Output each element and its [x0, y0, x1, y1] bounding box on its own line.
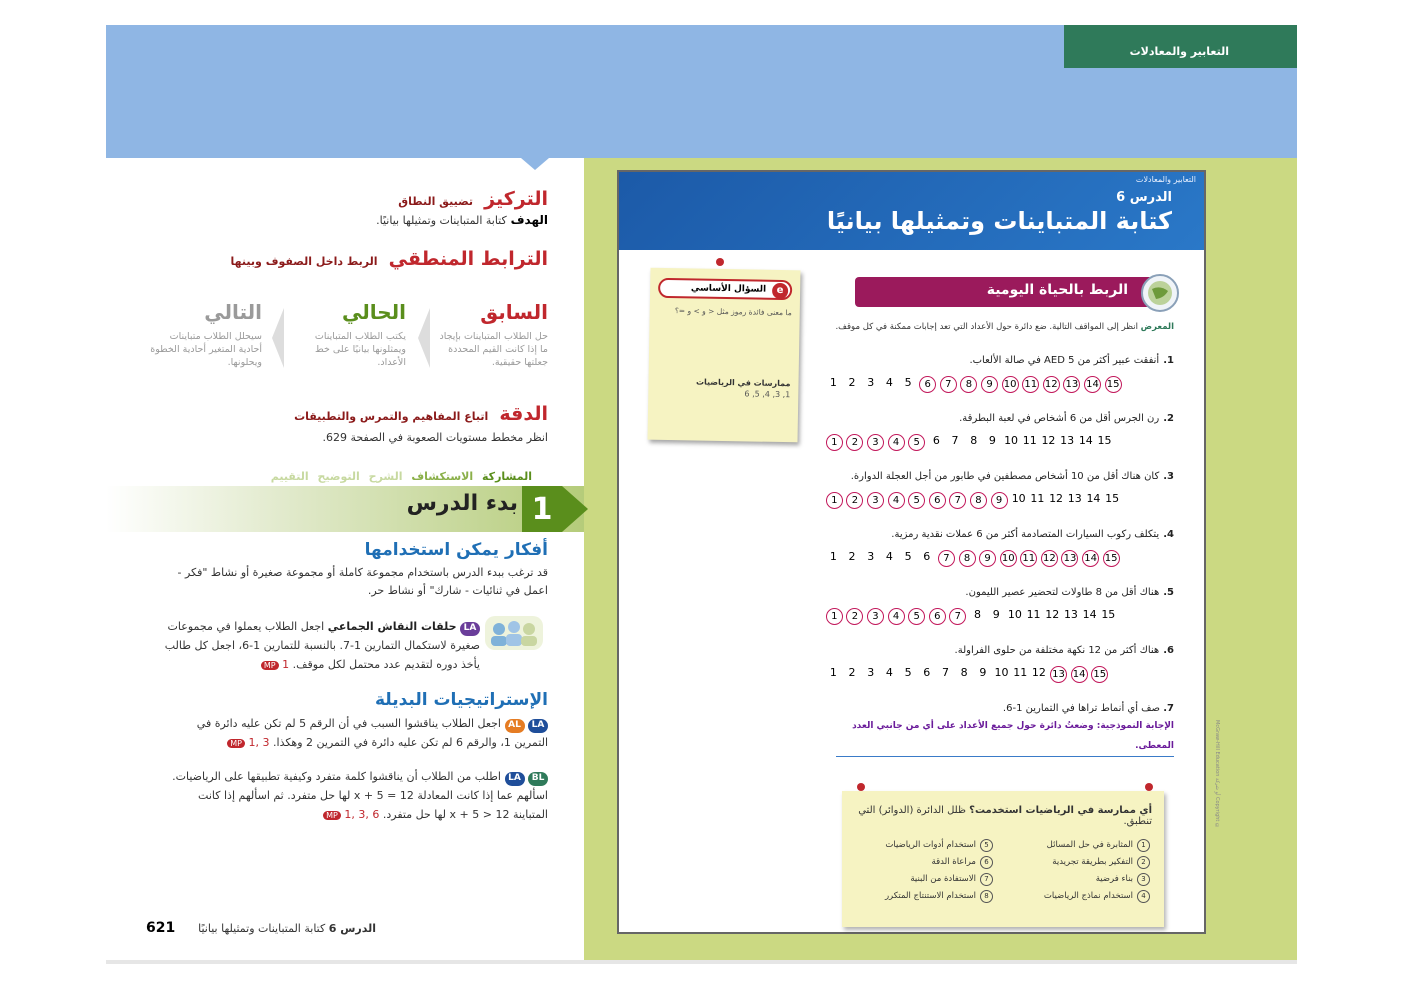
number[interactable]: 2	[848, 666, 856, 679]
circled-number[interactable]: 8	[970, 492, 987, 509]
pin-icon	[716, 258, 724, 266]
circled-number[interactable]: 12	[1041, 550, 1058, 567]
circled-number[interactable]: 4	[888, 492, 905, 509]
number[interactable]: 13	[1067, 492, 1082, 505]
number[interactable]: 11	[1013, 666, 1028, 679]
number[interactable]: 13	[1063, 608, 1078, 621]
phase-explain: الشرح	[368, 470, 403, 483]
circled-number[interactable]: 14	[1071, 666, 1088, 683]
rigor-title: الدقة	[499, 403, 548, 425]
copyright-note: McGraw-Hill Education أو شركة Copyright ©	[1214, 720, 1220, 829]
practice-item[interactable]	[1013, 890, 1150, 903]
practice-label: استخدام نماذج الرياضيات	[1043, 891, 1133, 901]
discussion-section	[160, 617, 480, 675]
intro-text: انظر إلى المواقف التالية. ضع دائرة حول الأعداد التي تعد إجابات ممكنة في كل موقف.	[835, 322, 1138, 332]
circled-number[interactable]: 4	[888, 434, 905, 451]
number[interactable]: 6	[932, 434, 940, 447]
circled-number[interactable]: 3	[867, 434, 884, 451]
goal-text: كتابة المتباينات وتمثيلها بيانيًا.	[376, 214, 507, 227]
chapter-title: التعابير والمعادلات	[1129, 45, 1229, 58]
number[interactable]: 7	[951, 434, 959, 447]
number[interactable]: 2	[848, 376, 856, 389]
circled-number[interactable]: 6	[929, 492, 946, 509]
circled-number[interactable]: 1	[826, 608, 843, 625]
rigor-section	[200, 403, 548, 444]
number[interactable]: 11	[1022, 434, 1037, 447]
number[interactable]: 6	[923, 666, 931, 679]
essential-question-note	[648, 268, 801, 443]
number[interactable]: 12	[1031, 666, 1046, 679]
circled-number[interactable]: 3	[867, 492, 884, 509]
essential-e-icon: e	[772, 283, 788, 299]
practice-grid	[856, 839, 1150, 903]
previous-title: السابق	[480, 300, 548, 324]
chevron-left-icon	[272, 308, 284, 368]
phase-elaborate: التوضيح	[317, 470, 360, 483]
circled-number[interactable]: 7	[938, 550, 955, 567]
chapter-tab	[1064, 25, 1297, 68]
number[interactable]: 10	[1007, 608, 1022, 621]
real-world-banner	[855, 277, 1150, 307]
circled-number[interactable]: 8	[959, 550, 976, 567]
alt-title: الإستراتيجيات البديلة	[374, 690, 548, 710]
pin-icon	[857, 783, 865, 791]
number[interactable]: 3	[867, 550, 875, 563]
circled-number[interactable]: 13	[1063, 376, 1080, 393]
practice-circle[interactable]: 4	[1137, 890, 1150, 903]
practice-item[interactable]	[1013, 873, 1150, 886]
alt-item-2	[160, 767, 548, 825]
la-badge: LA	[460, 622, 480, 636]
number[interactable]: 13	[1060, 434, 1075, 447]
number[interactable]: 12	[1049, 492, 1064, 505]
pin-icon	[1145, 783, 1153, 791]
number[interactable]: 15	[1097, 434, 1112, 447]
globe-icon	[1141, 274, 1179, 312]
number-line	[824, 376, 1174, 393]
footer-lesson-label: الدرس 6	[328, 922, 376, 935]
number[interactable]: 2	[848, 550, 856, 563]
number[interactable]: 8	[974, 608, 981, 621]
number[interactable]: 5	[904, 550, 912, 563]
q7-number: 7.	[1163, 703, 1174, 714]
essential-text: ما معنى فائدة رموز مثل < و > و =؟	[674, 306, 792, 318]
question-6	[820, 645, 1174, 683]
circled-number[interactable]: 5	[908, 608, 925, 625]
question-text: كان هناك أقل من 10 أشخاص مصطفين في طابور من أجل العجلة الدوارة.	[850, 471, 1160, 482]
alt-item-2-mp: 1, 3, 6	[344, 808, 380, 821]
circled-number[interactable]: 2	[846, 492, 863, 509]
circled-number[interactable]: 12	[1043, 376, 1060, 393]
progression-current	[294, 300, 406, 369]
circled-number[interactable]: 7	[940, 376, 957, 393]
alt-item-1	[160, 714, 548, 753]
question-text: رن الجرس أقل من 6 أشخاص في لعبة البطرقة.	[959, 413, 1160, 424]
practice-item[interactable]	[856, 856, 993, 869]
circled-number[interactable]: 15	[1105, 376, 1122, 393]
number[interactable]: 10	[994, 666, 1009, 679]
circled-number[interactable]: 8	[960, 376, 977, 393]
number[interactable]: 1	[829, 376, 837, 389]
circled-number[interactable]: 9	[981, 376, 998, 393]
essential-question-label	[658, 278, 792, 300]
chevron-left-icon	[418, 308, 430, 368]
ideas-text: قد ترغب ببدء الدرس باستخدام مجموعة كاملة أو مجموعة صغيرة أو نشاط "فكر - اعمل في ثنائيات - شارك" أو نشاط حر.	[177, 566, 548, 597]
mp-icon: MP	[261, 661, 279, 670]
q7-text: صف أي أنماط تراها في التمارين 1-6.	[1002, 703, 1161, 714]
practice-label: استخدام أدوات الرياضيات	[885, 840, 976, 850]
current-title: الحالي	[341, 300, 406, 324]
essential-title: السؤال الأساسي	[690, 283, 767, 295]
footer-lesson-title: كتابة المتباينات وتمثيلها بيانيًا	[198, 922, 326, 935]
circled-number[interactable]: 2	[846, 434, 863, 451]
focus-section	[300, 188, 548, 227]
circled-number[interactable]: 10	[1002, 376, 1019, 393]
previous-text: حل الطلاب المتباينات بإيجاد ما إذا كانت القيم المحددة جعلتها حقيقية.	[439, 331, 548, 368]
circled-number[interactable]: 5	[908, 492, 925, 509]
number[interactable]: 7	[941, 666, 949, 679]
question-text: هناك أكثر من 12 نكهة مختلفة من حلوى الفراولة.	[954, 645, 1160, 656]
number[interactable]: 14	[1086, 492, 1101, 505]
number-line	[824, 434, 1174, 451]
page-footer	[140, 922, 376, 935]
page-number: 621	[146, 920, 176, 936]
coherence-title: الترابط المنطقي	[388, 248, 548, 270]
practice-label: الاستفادة من البنية	[910, 874, 976, 884]
circled-number[interactable]: 15	[1103, 550, 1120, 567]
question-text: هناك أقل من 8 طاولات لتحضير عصير الليمون.	[965, 587, 1160, 598]
practice-circle[interactable]: 7	[980, 873, 993, 886]
number[interactable]: 5	[904, 666, 912, 679]
circled-number[interactable]: 9	[991, 492, 1008, 509]
question-7	[836, 703, 1174, 757]
discussion-text: اجعل الطلاب يعملوا في مجموعات صغيرة لاستكمال التمارين 1-7. بالنسبة للتمارين 1-6، اجعل كل طالب يأخذ دوره لتقديم عدد محتمل لكل موقف.	[164, 620, 480, 671]
number-line	[824, 492, 1174, 509]
circled-number[interactable]: 2	[846, 608, 863, 625]
group-discussion-icon	[485, 616, 543, 650]
practice-title: أي ممارسة في الرياضيات استخدمت؟	[969, 805, 1152, 816]
number[interactable]: 6	[923, 550, 931, 563]
book-lesson-label: الدرس 6	[1116, 190, 1172, 205]
launch-number: 1	[522, 486, 562, 532]
circled-number[interactable]: 10	[1000, 550, 1017, 567]
goal-label: الهدف	[510, 213, 548, 227]
number[interactable]: 1	[829, 666, 837, 679]
circled-number[interactable]: 14	[1082, 550, 1099, 567]
number[interactable]: 12	[1041, 434, 1056, 447]
circled-number[interactable]: 15	[1091, 666, 1108, 683]
phase-explore: الاستكشاف	[411, 470, 474, 483]
ideas-title: أفكار يمكن استخدامها	[364, 540, 548, 560]
discussion-mp: 1	[282, 658, 290, 671]
practice-item[interactable]	[856, 890, 993, 903]
alt-item-1-text: اجعل الطلاب يناقشوا السبب في أن الرقم 5 لم تكن عليه دائرة في التمرين 1، والرقم 6 لم تكن عليه دائرة في التمرين 2 وهكذا.	[196, 717, 548, 749]
alt-item-1-mp: 1, 3	[248, 736, 270, 749]
number[interactable]: 8	[970, 434, 978, 447]
number[interactable]: 14	[1082, 608, 1097, 621]
number[interactable]: 15	[1105, 492, 1120, 505]
number[interactable]: 12	[1045, 608, 1060, 621]
question-number: 4.	[1163, 529, 1174, 540]
book-top-label: التعابير والمعادلات	[1135, 175, 1196, 184]
circled-number[interactable]: 7	[949, 608, 966, 625]
number[interactable]: 3	[867, 666, 875, 679]
number-line	[824, 666, 1174, 683]
intro	[812, 322, 1174, 332]
number[interactable]: 10	[1011, 492, 1026, 505]
mp-icon: MP	[323, 811, 341, 820]
focus-title: التركيز	[484, 188, 548, 210]
practice-circle[interactable]: 2	[1137, 856, 1150, 869]
discussion-title: حلقات النقاش الجماعي	[327, 620, 457, 633]
phase-evaluate: التقييم	[270, 470, 309, 483]
question-2	[820, 413, 1174, 451]
real-world-title: الربط بالحياة اليومية	[986, 282, 1128, 298]
question-number: 1.	[1163, 355, 1174, 366]
essential-mp-list: 1, 3, 4, 5, 6	[744, 389, 791, 400]
practice-circle[interactable]: 1	[1137, 839, 1150, 852]
number-line	[824, 608, 1174, 625]
number[interactable]: 4	[885, 550, 893, 563]
phase-nav	[250, 470, 532, 483]
question-number: 6.	[1163, 645, 1174, 656]
circled-number[interactable]: 6	[929, 608, 946, 625]
al-badge: AL	[505, 719, 525, 733]
practice-instr: ظلل الدائرة (الدوائر) التي تنطبق.	[858, 805, 1152, 827]
ideas-section	[160, 540, 548, 600]
number[interactable]: 9	[979, 666, 987, 679]
number[interactable]: 10	[1004, 434, 1019, 447]
number[interactable]: 9	[988, 434, 996, 447]
number[interactable]: 9	[992, 608, 1000, 621]
practice-item[interactable]	[1013, 839, 1150, 852]
essential-mp-title: ممارسات في الرياضيات	[695, 377, 791, 389]
rigor-text: انظر مخطط مستويات الصعوبة في الصفحة 629.	[322, 431, 548, 444]
bottom-rule	[106, 960, 1297, 964]
book-lesson-title: كتابة المتباينات وتمثيلها بيانيًا	[826, 207, 1172, 235]
practice-item[interactable]	[856, 873, 993, 886]
practice-circle[interactable]: 8	[980, 890, 993, 903]
practice-item[interactable]	[856, 839, 993, 852]
intro-label: المعرض	[1140, 322, 1174, 332]
bl-badge: BL	[528, 772, 548, 786]
rigor-subtitle: اتباع المفاهيم والتمرس والتطبيقات	[294, 410, 489, 423]
circled-number[interactable]: 13	[1061, 550, 1078, 567]
practice-label: مراعاة الدقة	[931, 857, 976, 867]
number[interactable]: 8	[960, 666, 968, 679]
practice-label: بناء فرضية	[1095, 874, 1133, 884]
practice-label: التفكير بطريقة تجريدية	[1052, 857, 1133, 867]
circled-number[interactable]: 9	[979, 550, 996, 567]
alt-section	[160, 690, 548, 825]
focus-subtitle: تضييق النطاق	[398, 195, 474, 208]
number[interactable]: 5	[904, 376, 912, 389]
practice-label: المثابرة في حل المسائل	[1046, 840, 1133, 850]
practice-item[interactable]	[1013, 856, 1150, 869]
question-text: أنفقت عبير أكثر من AED 5 في صالة الألعاب.	[969, 355, 1160, 366]
circled-number[interactable]: 3	[867, 608, 884, 625]
number[interactable]: 4	[885, 666, 893, 679]
number[interactable]: 15	[1101, 608, 1116, 621]
practice-circle[interactable]: 6	[980, 856, 993, 869]
practice-circle[interactable]: 5	[980, 839, 993, 852]
number[interactable]: 4	[885, 376, 893, 389]
banner-notch	[521, 158, 549, 170]
alt-item-2-text: اطلب من الطلاب أن يناقشوا كلمة متفرد وكيفية تطبيقها على الرياضيات. اسألهم عما إذا كانت المعادلة x + 5 = 12 لها حل متفرد. ثم اسألهم إذا كانت المتباينة x + 5 > 12 لها حل متفرد.	[172, 770, 548, 821]
number[interactable]: 14	[1078, 434, 1093, 447]
circled-number[interactable]: 6	[919, 376, 936, 393]
progression-next	[150, 300, 262, 369]
practice-circle[interactable]: 3	[1137, 873, 1150, 886]
question-4	[820, 529, 1174, 567]
practice-label: استخدام الاستنتاج المتكرر	[884, 891, 976, 901]
phase-engage: المشاركة	[482, 470, 532, 483]
launch-title: بدء الدرس	[406, 491, 518, 516]
practice-note	[842, 791, 1164, 927]
number[interactable]: 11	[1026, 608, 1041, 621]
question-3	[820, 471, 1174, 509]
circled-number[interactable]: 11	[1020, 550, 1037, 567]
number[interactable]: 3	[867, 376, 875, 389]
circled-number[interactable]: 14	[1084, 376, 1101, 393]
question-number: 5.	[1163, 587, 1174, 598]
circled-number[interactable]: 5	[908, 434, 925, 451]
circled-number[interactable]: 7	[949, 492, 966, 509]
lesson-header	[619, 172, 1204, 250]
number[interactable]: 1	[829, 550, 837, 563]
q7-answer: الإجابة النموذجية: وضعتُ دائرة حول جميع الأعداد على أي من جانبي العدد المعطى.	[836, 716, 1174, 757]
coherence-subtitle: الربط داخل الصفوف وبينها	[230, 255, 378, 268]
launch-arrow	[562, 486, 588, 532]
circled-number[interactable]: 1	[826, 492, 843, 509]
question-1	[820, 355, 1174, 393]
current-text: يكتب الطلاب المتباينات ويمثلونها بيانيًا على خط الأعداد.	[314, 331, 406, 368]
circled-number[interactable]: 11	[1022, 376, 1039, 393]
la-badge: LA	[528, 719, 548, 733]
question-text: يتكلف ركوب السيارات المتصادمة أكثر من 6 عملات نقدية رمزية.	[891, 529, 1160, 540]
circled-number[interactable]: 13	[1050, 666, 1067, 683]
coherence-section	[200, 248, 548, 270]
number-line	[824, 550, 1174, 567]
question-number: 3.	[1163, 471, 1174, 482]
circled-number[interactable]: 4	[888, 608, 905, 625]
mp-icon: MP	[227, 739, 245, 748]
progression-previous	[438, 300, 548, 369]
next-title: التالي	[204, 300, 262, 324]
question-number: 2.	[1163, 413, 1174, 424]
number[interactable]: 11	[1030, 492, 1045, 505]
next-text: سيحلل الطلاب متباينات أحادية المتغير أحادية الخطوة ويحلونها.	[150, 331, 262, 368]
la-badge: LA	[505, 772, 525, 786]
question-5	[820, 587, 1174, 625]
circled-number[interactable]: 1	[826, 434, 843, 451]
